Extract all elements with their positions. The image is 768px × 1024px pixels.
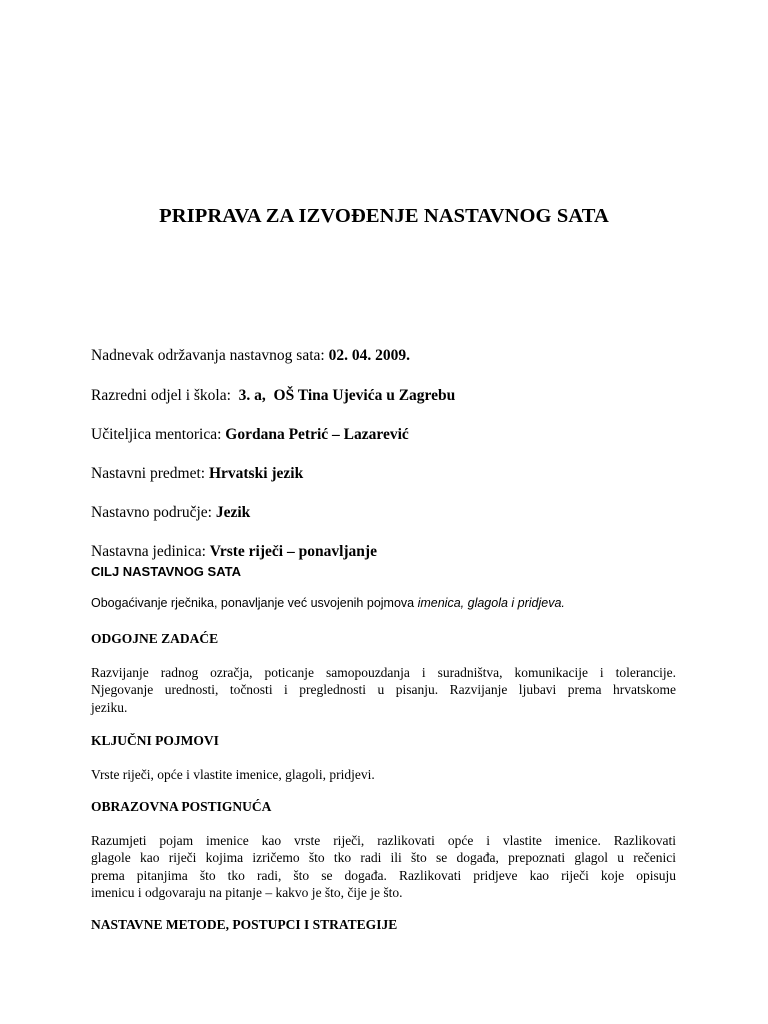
info-date xyxy=(91,347,410,365)
info-class-school-value: 3. a, OŠ Tina Ujevića u Zagrebu xyxy=(238,387,456,404)
odgojne-line: Njegovanje urednosti, točnosti i preglednosti u pisanju. Razvijanje ljubavi prema hrvatskome xyxy=(91,682,676,698)
document-title: PRIPRAVA ZA IZVOĐENJE NASTAVNOG SATA xyxy=(159,205,609,227)
info-subject-label: Nastavni predmet: xyxy=(91,465,209,482)
paragraph-cilj xyxy=(91,595,676,612)
info-area-value: Jezik xyxy=(215,504,251,521)
info-unit xyxy=(91,543,377,561)
info-date-value: 02. 04. 2009. xyxy=(328,347,410,364)
heading-obrazovna: OBRAZOVNA POSTIGNUĆA xyxy=(91,799,272,814)
info-mentor-label: Učiteljica mentorica: xyxy=(91,426,226,443)
info-mentor xyxy=(91,426,409,444)
cilj-text: Obogaćivanje rječnika, ponavljanje već usvojenih pojmova xyxy=(91,596,418,610)
info-subject xyxy=(91,465,303,483)
paragraph-kljucni: Vrste riječi, opće i vlastite imenice, glagoli, pridjevi. xyxy=(91,767,375,782)
info-date-label: Nadnevak održavanja nastavnog sata: xyxy=(91,347,329,364)
info-class-school xyxy=(91,387,455,405)
obrazovna-line: Razumjeti pojam imenice kao vrste riječi, razlikovati opće i vlastite imenice. Razlikovati xyxy=(91,833,676,848)
heading-cilj: CILJ NASTAVNOG SATA xyxy=(91,564,241,579)
info-unit-value: Vrste riječi – ponavljanje xyxy=(209,543,377,560)
info-unit-label: Nastavna jedinica: xyxy=(91,543,210,560)
obrazovna-line: imenicu i odgovaraju na pitanje – kakvo je što, čije je što. xyxy=(91,884,403,900)
odgojne-line: jeziku. xyxy=(91,699,128,715)
heading-kljucni: KLJUČNI POJMOVI xyxy=(91,733,219,748)
cilj-text-italic: imenica, glagola i pridjeva. xyxy=(417,596,565,610)
info-class-school-label: Razredni odjel i škola: xyxy=(91,387,239,404)
info-area-label: Nastavno područje: xyxy=(91,504,216,521)
info-area xyxy=(91,504,250,522)
info-mentor-value: Gordana Petrić – Lazarević xyxy=(225,426,409,443)
obrazovna-line: prema pitanjima što tko radi, što se događa. Razlikovati pridjeve kao riječi koje opisuju xyxy=(91,867,676,883)
paragraph-odgojne xyxy=(91,664,676,716)
odgojne-line: Razvijanje radnog ozračja, poticanje samopouzdanja i suradništva, komunikacije i tolerancije. xyxy=(91,665,676,680)
obrazovna-line: glagole kao riječi kojima izričemo što tko radi ili što se događa, prepoznati glagol u rečenici xyxy=(91,850,676,866)
heading-odgojne: ODGOJNE ZADAĆE xyxy=(91,631,219,646)
heading-metode: NASTAVNE METODE, POSTUPCI I STRATEGIJE xyxy=(91,917,398,932)
info-subject-value: Hrvatski jezik xyxy=(208,465,304,482)
paragraph-obrazovna xyxy=(91,832,676,901)
